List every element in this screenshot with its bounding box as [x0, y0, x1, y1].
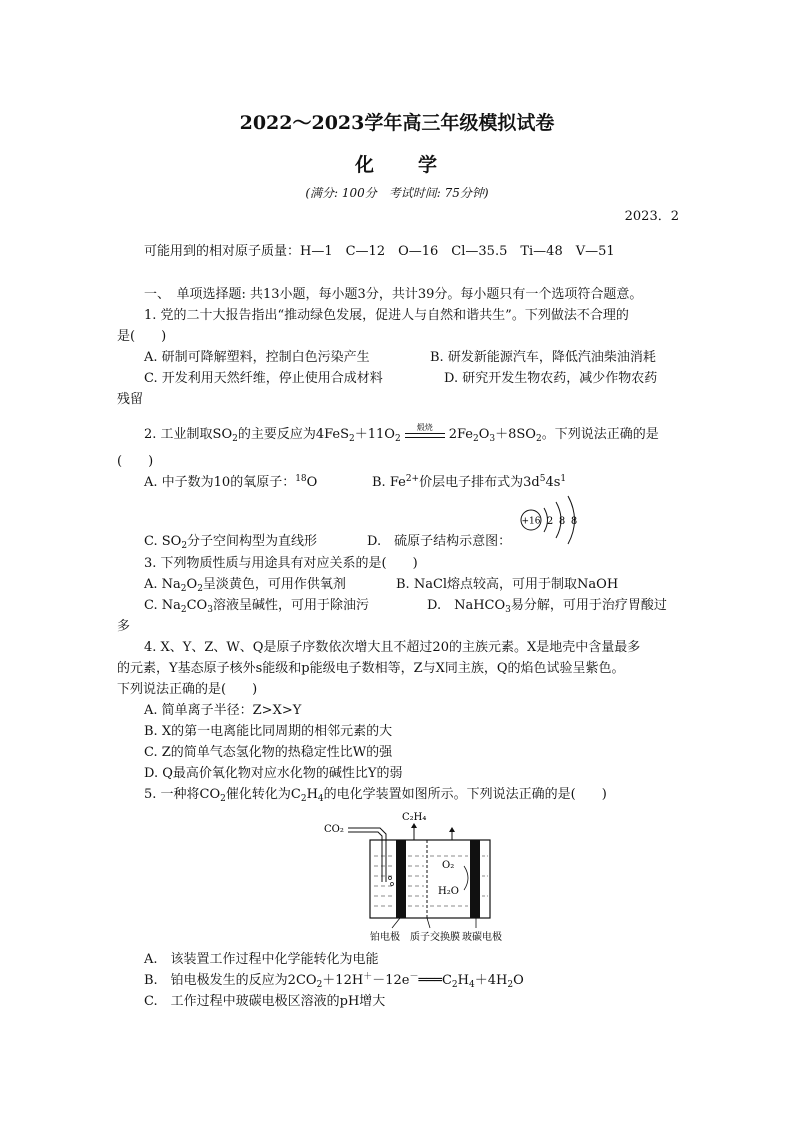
q4-stem-line3: 下列说法正确的是( )	[117, 682, 258, 697]
q4-option-d: D. Q最高价氧化物对应水化物的碱性比Y的弱	[144, 766, 403, 781]
q4-stem-line2: 的元素，Y基态原子核外s能级和p能级电子数相等，Z与X同主族，Q的焰色试验呈紫色。	[117, 661, 625, 676]
c2h4-label: C₂H₄	[402, 812, 427, 823]
exam-date: 2023．2	[624, 209, 679, 224]
section-heading: 一、 单项选择题: 共13小题，每小题3分，共计39分。每小题只有一个选项符合题意。	[144, 287, 643, 302]
q3-option-a: A. $Na_2O_2$呈淡黄色，可用作供氧剂	[144, 577, 346, 594]
membrane-label: 质子交换膜	[410, 932, 460, 943]
q1-option-b: B. 研发新能源汽车，降低汽油柴油消耗	[430, 350, 656, 365]
glassy-carbon-electrode-label: 玻碳电极	[462, 932, 502, 943]
q1-option-d-line1: D. 研究开发生物农药，减少作物农药	[444, 371, 658, 386]
h2o-label: H₂O	[438, 886, 459, 897]
q3-option-c: C. $Na_2CO_3$溶液呈碱性，可用于除油污	[144, 598, 369, 615]
q5-option-c: C. 工作过程中玻碳电极区溶液的pH增大	[144, 994, 386, 1009]
q2-stem: 2. 工业制取$SO_2$的主要反应为$4FeS_2+11O_2$ 煅烧 $2Fe_2O_3+8SO_2$。下列说法正确的是	[144, 423, 659, 444]
q3-stem: 3. 下列物质性质与用途具有对应关系的是( )	[144, 556, 418, 571]
platinum-electrode-label: 铂电极	[370, 932, 400, 943]
q5-option-b: B. 铂电极发生的反应为$2CO_2+12H^+-12e^-═══C_2H_4+4H_2O$	[144, 972, 524, 990]
nucleus-charge: +16	[521, 516, 541, 527]
q2-option-c: C. $SO_2$分子空间构型为直线形	[144, 534, 318, 551]
q2-option-d: D. 硫原子结构示意图：	[367, 534, 512, 549]
shell-electrons-2: 8	[558, 516, 566, 527]
q2-option-a: A. 中子数为10的氧原子：$^{18}$O	[144, 474, 318, 490]
q4-option-a: A. 简单离子半径：Z>X>Y	[144, 703, 302, 718]
q3-option-b: B. NaCl熔点较高，可用于制取NaOH	[396, 577, 619, 592]
o2-label: O₂	[442, 860, 455, 871]
q4-stem-line1: 4. X、Y、Z、W、Q是原子序数依次增大且不超过20的主族元素。X是地壳中含量最多	[144, 640, 641, 655]
q1-option-c: C. 开发利用天然纤维，停止使用合成材料	[144, 371, 383, 386]
sulfur-atom-diagram	[518, 490, 590, 550]
q5-stem: 5. 一种将$CO_2$催化转化为$C_2H_4$的电化学装置如图所示。下列说法正确的是( )	[144, 787, 607, 804]
q4-option-c: C. Z的简单气态氢化物的热稳定性比W的强	[144, 745, 393, 760]
reaction-arrow: 煅烧	[403, 424, 447, 440]
q5-option-a: A. 该装置工作过程中化学能转化为电能	[144, 952, 379, 967]
q2-paren: ( )	[117, 454, 154, 469]
q3-option-d-line1: D. NaHCO$_3$易分解，可用于治疗胃酸过	[427, 598, 667, 615]
q4-option-b: B. X的第一电离能比同周期的相邻元素的大	[144, 724, 393, 739]
q3-option-d-line2: 多	[117, 619, 131, 634]
platinum-electrode	[396, 840, 406, 918]
co2-label: CO₂	[324, 824, 344, 835]
q1-stem-line2: 是( )	[117, 329, 167, 344]
subject-title: 化 学	[354, 154, 439, 176]
shell-electrons-3: 8	[570, 516, 578, 527]
q2-option-b: B. $Fe^{2+}$价层电子排布式为$3d^54s^1$	[372, 474, 567, 490]
exam-info: (满分: 100分 考试时间: 75分钟)	[305, 186, 489, 200]
glassy-carbon-electrode	[470, 840, 480, 918]
q1-option-a: A. 研制可降解塑料，控制白色污染产生	[144, 350, 370, 365]
electrochemical-cell-diagram	[318, 808, 508, 948]
exam-title: 2022～2023学年高三年级模拟试卷	[239, 112, 555, 134]
atomic-masses: 可能用到的相对原子质量：H—1 C—12 O—16 Cl—35.5 Ti—48 V—51	[144, 244, 615, 259]
q1-stem-line1: 1. 党的二十大报告指出“推动绿色发展，促进人与自然和谐共生”。下列做法不合理的	[144, 308, 629, 323]
q1-option-d-line2: 残留	[117, 392, 144, 407]
shell-electrons-1: 2	[546, 516, 554, 527]
